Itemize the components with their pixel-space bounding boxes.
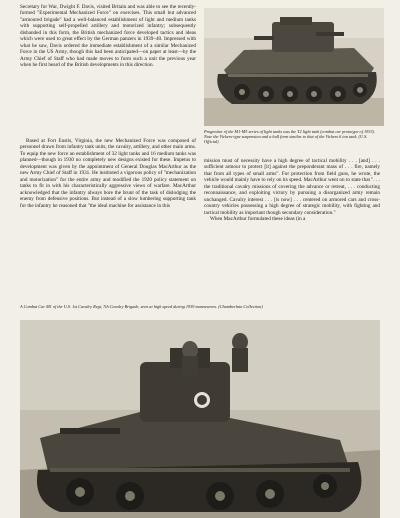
- body-paragraph: mission must of necessity have a high degree of tactical mobility . . . [and] . . . sufficient armour to protect [it] against the preponderant mass of . . . fire, namely that from all types of small arms". For protection from field guns, he wrote, the vehicle would mainly have to rely on its speed. MacArthur went on to state that ". . . the traditional cavalry missions of covering the advance or retreat, . . . conducting reconnaissance, and exploiting victory by pursuing a disorganized army remain unchanged. Cavalry interest . . . [is now] . . . centered on armored cars and cross-country vehicles possessing a high degree of strategic mobility, with fighting and tactical mobility as important though secondary consideration.": [204, 158, 380, 216]
- body-paragraph: Secretary for War, Dwight F. Davis, visited Britain and was able to see the recently-formed "Experimental Mechanized Force" on exercises. This small but advanced "armoured brigade" had a well-balanced establishment of light and medium tanks with supporting self-propelled artillery and motorized infantry; subsequently disbanded in this form, the British mechanized force developed tactics and ideas which were used to great effect by the German panzers in 1939–40. Impressed with what he saw, Davis ordered the immediate establishment of a similar Mechanized Force in the US Army, though this had been anticipated—on paper at least—by the Army Chief of Staff who had made moves to form such a unit the previous year when he first heard of the British developments in this direction.: [20, 4, 196, 69]
- bottom-photo-caption: A Combat Car M1 of the U.S. 1st Cavalry Regt, 7th Cavalry Brigade, seen at high speed during 1939 manoeuvres. (Chamberlain Collection): [20, 304, 263, 309]
- light-tank-photo: [204, 8, 384, 126]
- t2-light-tank-image: [204, 8, 384, 126]
- left-column-bottom: [20, 138, 196, 209]
- top-photo-caption: Progenitor of the M1-M5 series of light tanks was the T2 light tank (combat car prototype of 1933). Note the Vickers-type suspension and a hull form similar to that of the Vickers 6 ton tank. (U.S. Official): [204, 129, 376, 145]
- combat-car-photo: [20, 320, 380, 518]
- body-paragraph: When MacArthur formulated these ideas (in a: [210, 216, 306, 223]
- combat-car-m1-image: [20, 320, 380, 518]
- left-column-top: [20, 4, 196, 69]
- right-column: [204, 158, 380, 223]
- body-paragraph: Based at Fort Eustis, Virginia, the new Mechanized Force was composed of personnel drawn from infantry tank units, the cavalry, artillery, and other main arms. To equip the new force an establishment of 32 light tanks and 16 medium tanks was planned—though in 1930 no completely new designs existed for these. Impetus to development was given by the appointment of General Douglas MacArthur as the new Army Chief of Staff in 1931. He instituted a vigorous policy of "mechanization and motorization" for the entire army and modified the 1920 policy statement on tanks to fit in with his characteristically aggressive views of warfare. MacArthur acknowledged that the infantry always bore the brunt of the task of dislodging the enemy from defensive positions. But instead of a slow lumbering supporting tank for the infantry he reasoned that "the ideal machine for assistance in this: [20, 138, 196, 209]
